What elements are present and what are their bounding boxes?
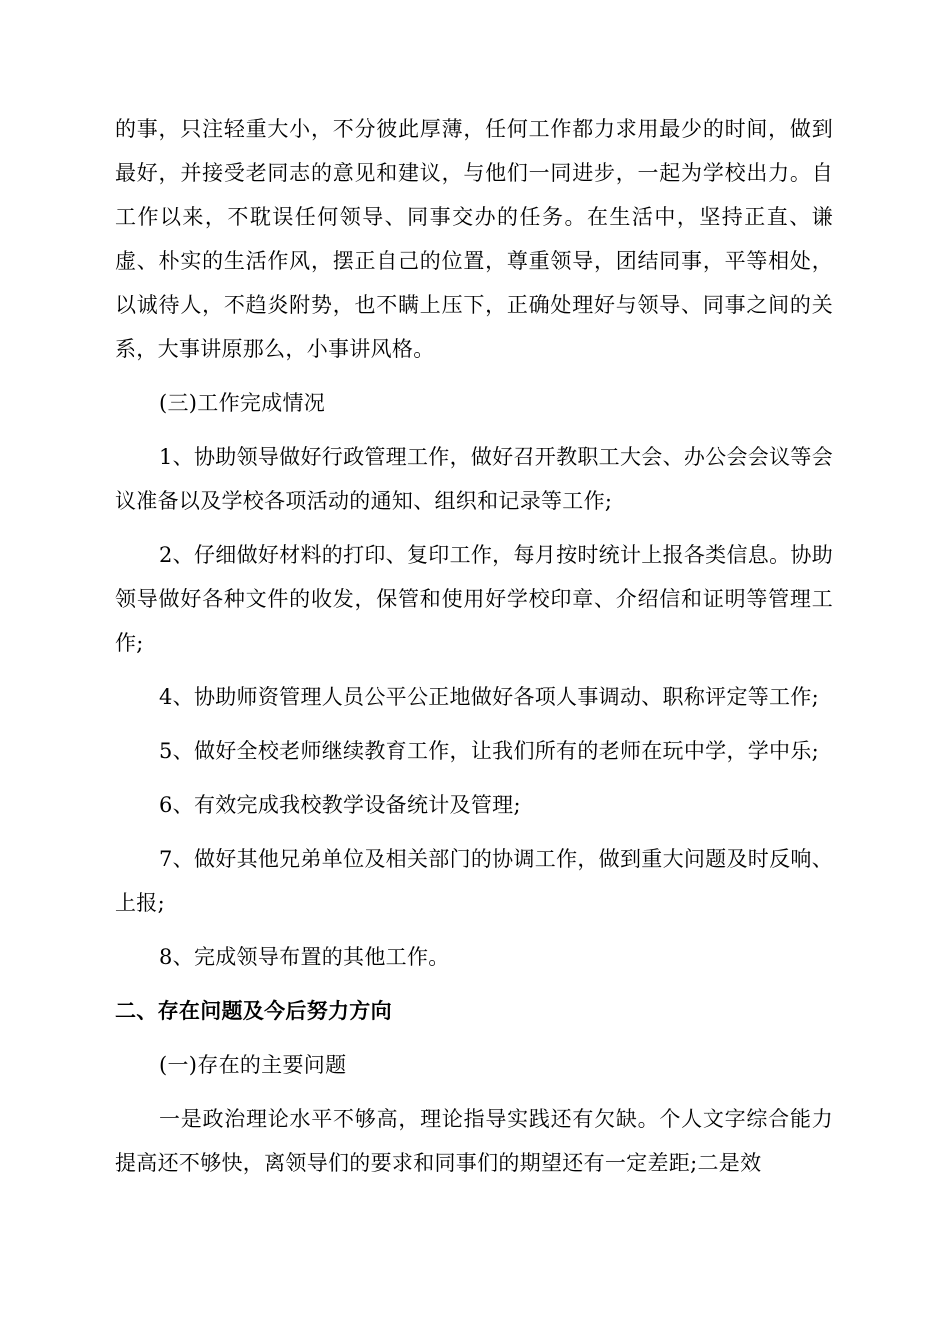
list-item-6: 6、有效完成我校教学设备统计及管理;: [159, 793, 521, 817]
paragraph-continuation: 的事，只注轻重大小，不分彼此厚薄，任何工作都力求用最少的时间，做到最好，并接受老同志的意见和建议，与他们一同进步，一起为学校出力。自工作以来，不耽误任何领导、同事交办的任务。在生活中，坚持正直、谦虚、朴实的生活作风，摆正自己的位置，尊重领导，团结同事，平等相处，以诚待人，不趋炎附势，也不瞒上压下，正确处理好与领导、同事之间的关系，大事讲原那么，小事讲风格。: [115, 117, 833, 361]
section-heading-problems: 二、存在问题及今后努力方向: [115, 999, 392, 1023]
list-item-7: 7、做好其他兄弟单位及相关部门的协调工作，做到重大问题及时反响、上报;: [115, 847, 833, 915]
list-item-5: 5、做好全校老师继续教育工作，让我们所有的老师在玩中学，学中乐;: [159, 739, 820, 763]
list-item-2: 2、仔细做好材料的打印、复印工作，每月按时统计上报各类信息。协助领导做好各种文件的收发，保管和使用好学校印章、介绍信和证明等管理工作;: [115, 543, 833, 655]
list-item-8: 8、完成领导布置的其他工作。: [159, 945, 450, 969]
subsection-heading-main-problems: (一)存在的主要问题: [159, 1053, 347, 1077]
document-page: [115, 107, 833, 1195]
list-item-1: 1、协助领导做好行政管理工作，做好召开教职工大会、办公会会议等会议准备以及学校各项活动的通知、组织和记录等工作;: [115, 445, 833, 513]
list-item-4: 4、协助师资管理人员公平公正地做好各项人事调动、职称评定等工作;: [159, 685, 820, 709]
subsection-heading-work-completion: (三)工作完成情况: [159, 391, 326, 415]
paragraph-problems: 一是政治理论水平不够高，理论指导实践还有欠缺。个人文字综合能力提高还不够快，离领导们的要求和同事们的期望还有一定差距;二是效: [115, 1107, 833, 1175]
